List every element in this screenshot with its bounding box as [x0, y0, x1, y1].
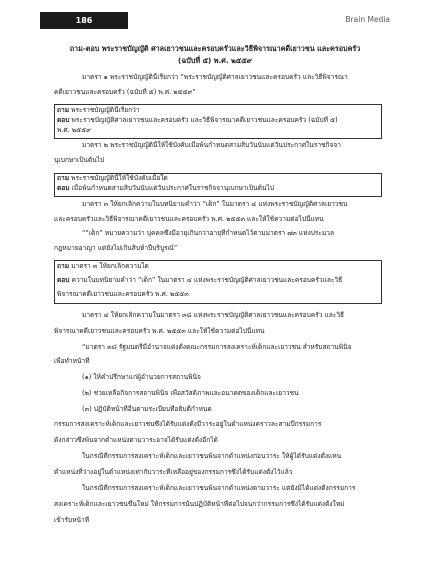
qa1-answer	[57, 116, 338, 125]
document-title-line-2: (ฉบับที่ ๕) พ.ศ. ๒๕๕๙	[178, 56, 252, 65]
section4-line-12: ในกรณีที่กรรมการสงเคราะห์เด็กและเยาวชนพ้นจากตำแหน่งตามวาระ แต่ยังมิได้แต่งตั้งกรรมการ	[82, 484, 356, 492]
section2-paragraph-line-1: มาตรา ๒ พระราชบัญญัตินี้ให้ใช้บังคับเมื่อพ้นกำหนดสามสิบวันนับแต่วันประกาศในราชกิจจา	[82, 141, 341, 149]
brand-label: Brain Media	[345, 15, 390, 24]
qa3-answer	[57, 276, 342, 285]
section4-line-6: (๒) ช่วยเหลือกิจการสถานพินิจ เพื่อสวัสดิภาพและอนาคตของเด็กและเยาวชน	[82, 389, 299, 397]
section4-line-9: ดังกล่าวซึ่งพ้นจากตำแหน่งตามวาระอาจได้รับแต่งตั้งอีกได้	[54, 436, 218, 444]
answer-label: ตอบ	[57, 276, 70, 284]
section4-line-2: พิจารณาคดีเยาวชนและครอบครัว พ.ศ. ๒๕๕๓ และให้ใช้ความต่อไปนี้แทน	[54, 327, 265, 335]
section4-line-10: ในกรณีที่กรรมการสงเคราะห์เด็กและเยาวชนพ้นจากตำแหน่งก่อนวาระ ให้ผู้ได้รับแต่งตั้งแทน	[82, 452, 342, 460]
section4-line-4: เพื่อทำหน้าที่	[54, 357, 90, 365]
section4-line-8: กรรมการสงเคราะห์เด็กและเยาวชนซึ่งได้รับแต่งตั้งมีวาระอยู่ในตำแหน่งคราวละสามปีกรรมการ	[54, 420, 322, 428]
question-text: มาตรา ๓ ให้ยกเลิกความใด	[71, 262, 149, 270]
section4-line-13: สงเคราะห์เด็กและเยาวชนขึ้นใหม่ ให้กรรมการนั้นปฏิบัติหน้าที่ต่อไปจนกว่ากรรมการซึ่งได้รับแต่งตั้งใหม่	[54, 500, 345, 508]
section3-paragraph-line-1: มาตรา ๓ ให้ยกเลิกความในบทนิยามคำว่า “เด็ก” ในมาตรา ๔ แห่งพระราชบัญญัติศาลเยาวชน	[82, 200, 348, 208]
answer-text: ความในบทนิยามคำว่า “เด็ก” ในมาตรา ๔ แห่งพระราชบัญญัติศาลเยาวชนและครอบครัวและวิธี	[71, 276, 343, 284]
section2-paragraph-line-2: นุเบกษาเป็นต้นไป	[54, 156, 105, 164]
section4-line-7: (๓) ปฏิบัติหน้าที่อื่นตามระเบียบที่อธิบดีกำหนด	[82, 405, 212, 413]
question-label: ถาม	[57, 262, 70, 270]
section4-line-5: (๑) ให้คำปรึกษาแก่ผู้อำนวยการสถานพินิจ	[82, 373, 201, 381]
question-text: พระราชบัญญัตินี้ให้ใช้บังคับเมื่อใด	[71, 174, 168, 182]
answer-label: ตอบ	[57, 116, 70, 124]
question-text: พระราชบัญญัตินี้เรียกว่า	[71, 106, 140, 114]
section3-paragraph-line-4: กฎหมายอาญา แต่ยังไม่เกินสิบห้าปีบริบูรณ์”	[54, 244, 178, 252]
qa1-question	[57, 106, 140, 115]
section1-paragraph-line-1: มาตรา ๑ พระราชบัญญัตินี้เรียกว่า “พระราชบัญญัติศาลเยาวชนและครอบครัว และวิธีพิจารณา	[82, 73, 348, 81]
qa3-answer-cont: พิจารณาคดีเยาวชนและครอบครัว พ.ศ. ๒๕๕๓	[57, 290, 189, 298]
qa2-question	[57, 174, 168, 183]
section4-line-14: เข้ารับหน้าที่	[54, 516, 90, 524]
document-title-line-1: ถาม-ตอบ พระราชบัญญัติ ศาลเยาวชนและครอบครัวและวิธีพิจารณาคดีเยาวชน และครอบครัว	[69, 44, 361, 53]
qa3-question	[57, 262, 149, 271]
qa2-answer	[57, 184, 274, 193]
qa1-answer-cont: พ.ศ. ๒๕๕๙	[57, 126, 91, 134]
section1-paragraph-line-2: คดีเยาวชนและครอบครัว (ฉบับที่ ๕) พ.ศ. ๒๕๕๙”	[54, 88, 196, 96]
question-label: ถาม	[57, 174, 70, 182]
answer-text: เมื่อพ้นกำหนดสามสิบวันนับแต่วันประกาศในราชกิจจานุเบกษาเป็นต้นไป	[71, 184, 274, 192]
section4-line-1: มาตรา ๔ ให้ยกเลิกความในมาตรา ๓๘ แห่งพระราชบัญญัติศาลเยาวชนและครอบครัว และวิธี	[82, 311, 345, 319]
section4-line-3: “มาตรา ๓๘ รัฐมนตรีมีอำนาจแต่งตั้งคณะกรรมการสงเคราะห์เด็กและเยาวชน สำหรับสถานพินิจ	[82, 343, 352, 351]
answer-label: ตอบ	[57, 184, 70, 192]
section3-paragraph-line-3: ““เด็ก” หมายความว่า บุคคลซึ่งมีอายุเกินกว่าอายุที่กำหนดไว้ตามมาตรา ๗๓ แห่งประมวล	[82, 229, 335, 237]
section3-paragraph-line-2: และครอบครัวและวิธีพิจารณาคดีเยาวชนและครอบครัว พ.ศ. ๒๕๕๓ และให้ใช้ความต่อไปนี้แทน	[54, 215, 324, 223]
answer-text: พระราชบัญญัติศาลเยาวชนและครอบครัว และวิธีพิจารณาคดีเยาวชนและครอบครัว (ฉบับที่ ๕)	[71, 116, 338, 124]
question-label: ถาม	[57, 106, 70, 114]
section4-line-11: ตำแหน่งที่ว่างอยู่ในตำแหน่งเท่ากับวาระที่เหลืออยู่ของกรรมการซึ่งได้รับแต่งตั้งไว้แล้ว	[54, 468, 293, 476]
page-number-badge: 186	[40, 12, 128, 29]
